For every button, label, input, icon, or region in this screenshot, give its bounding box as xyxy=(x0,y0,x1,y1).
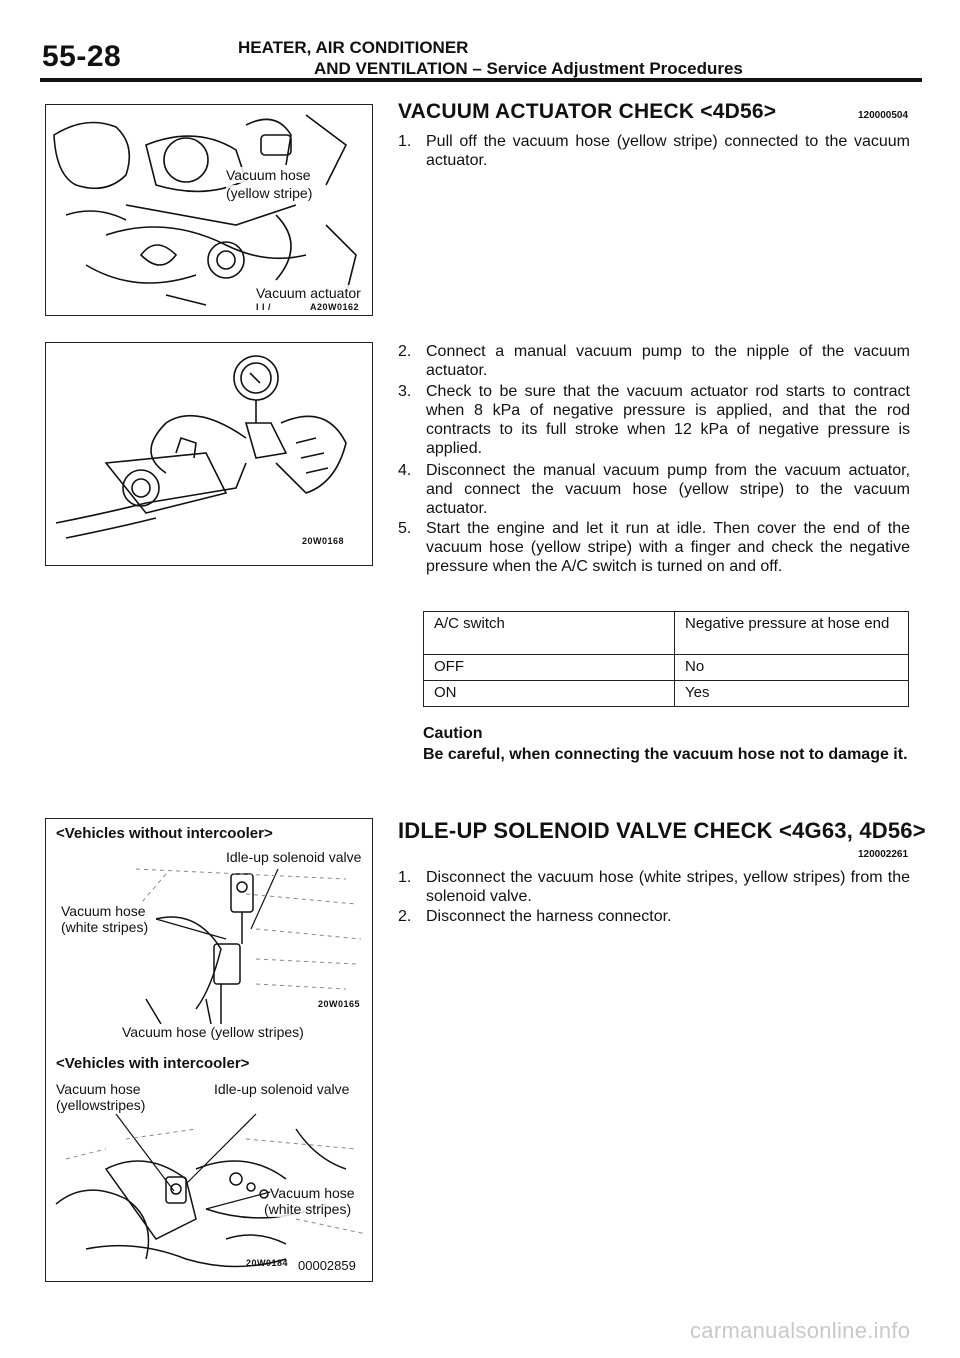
label-idle-up-solenoid: Idle-up solenoid valve xyxy=(226,849,362,865)
step-number: 4. xyxy=(398,462,412,479)
step-1 xyxy=(398,868,910,908)
step-number: 5. xyxy=(398,520,412,537)
table-header-cell: A/C switch xyxy=(424,612,675,655)
step-5 xyxy=(398,519,910,599)
pressure-table xyxy=(423,611,909,707)
watermark: carmanualsonline.info xyxy=(690,1318,911,1343)
page-number: 55-28 xyxy=(42,40,122,73)
step-text: Disconnect the manual vacuum pump from the vacuum actuator, and connect the vacuum hose (yellow stripe) to the vacuum actuator. xyxy=(426,462,910,517)
document-number: 00002859 xyxy=(298,1258,356,1273)
section-code: 120000504 xyxy=(858,110,909,121)
figure-code-prefix: I I / xyxy=(256,302,272,312)
table-row xyxy=(424,681,909,707)
step-number: 3. xyxy=(398,383,412,400)
step-text: Connect a manual vacuum pump to the nipple of the vacuum actuator. xyxy=(426,343,910,379)
figure-vacuum-actuator xyxy=(45,104,373,316)
step-text: Pull off the vacuum hose (yellow stripe) connected to the vacuum actuator. xyxy=(426,133,910,169)
section-title-vacuum-actuator: VACUUM ACTUATOR CHECK <4D56> xyxy=(398,100,777,123)
label-white-stripes: (white stripes) xyxy=(61,919,149,935)
label-white-stripes: (white stripes) xyxy=(264,1201,352,1217)
figure-vacuum-pump xyxy=(45,342,373,566)
step-text: Disconnect the vacuum hose (white stripes, yellow stripes) from the solenoid valve. xyxy=(426,869,910,905)
label-vacuum-actuator: Vacuum actuator xyxy=(256,285,361,301)
table-cell: Yes xyxy=(675,681,909,707)
header-rule xyxy=(40,78,922,82)
table-header-cell: Negative pressure at hose end xyxy=(675,612,909,655)
step-text: Start the engine and let it run at idle. Then cover the end of the vacuum hose (yellow stripe) with a finger and check the negative pressure when the A/C switch is turned on and off. xyxy=(426,520,910,575)
section-code: 120002261 xyxy=(858,849,909,860)
caution-text: Be careful, when connecting the vacuum hose not to damage it. xyxy=(423,746,908,763)
label-vacuum-hose: Vacuum hose xyxy=(270,1185,355,1201)
header-title-line1: HEATER, AIR CONDITIONER xyxy=(238,38,469,57)
table-cell: No xyxy=(675,655,909,681)
label-yellow-stripe: (yellow stripe) xyxy=(226,185,313,201)
subhead-with-intercooler: <Vehicles with intercooler> xyxy=(56,1055,250,1072)
label-vacuum-hose-yellow: Vacuum hose (yellow stripes) xyxy=(122,1024,304,1040)
table-row xyxy=(424,655,909,681)
section-title-idle-up-solenoid: IDLE-UP SOLENOID VALVE CHECK <4G63, 4D56> xyxy=(398,818,926,843)
step-2 xyxy=(398,907,910,929)
vacuum-actuator-illustration xyxy=(46,105,372,315)
table-header-row xyxy=(424,612,909,655)
figure-code: 20W0165 xyxy=(318,999,361,1009)
figure-code: 20W0168 xyxy=(302,536,345,546)
label-vacuum-hose: Vacuum hose xyxy=(56,1081,141,1097)
header-title-line2: AND VENTILATION – Service Adjustment Procedures xyxy=(314,59,743,78)
table-cell: OFF xyxy=(424,655,675,681)
figure-code: 20W0184 xyxy=(246,1258,289,1268)
step-4 xyxy=(398,461,910,521)
step-number: 2. xyxy=(398,908,412,925)
vacuum-pump-illustration xyxy=(46,343,372,565)
figure-idle-up-solenoid xyxy=(45,818,373,1282)
label-yellow-stripes: (yellowstripes) xyxy=(56,1097,146,1113)
step-number: 1. xyxy=(398,133,412,150)
label-vacuum-hose: Vacuum hose xyxy=(61,903,146,919)
table-cell: ON xyxy=(424,681,675,707)
label-vacuum-hose: Vacuum hose xyxy=(226,167,311,183)
step-text: Disconnect the harness connector. xyxy=(426,908,672,925)
caution-title: Caution xyxy=(423,725,483,742)
step-number: 1. xyxy=(398,869,412,886)
figure-code: A20W0162 xyxy=(310,302,360,312)
step-number: 2. xyxy=(398,343,412,360)
step-3 xyxy=(398,382,910,462)
step-1 xyxy=(398,132,910,172)
subhead-without-intercooler: <Vehicles without intercooler> xyxy=(56,825,273,842)
step-2 xyxy=(398,342,910,382)
step-text: Check to be sure that the vacuum actuator rod starts to contract when 8 kPa of negative pressure is applied, and that the rod contracts to its full stroke when 12 kPa of negative pressure is applied. xyxy=(426,383,910,457)
label-idle-up-solenoid: Idle-up solenoid valve xyxy=(214,1081,350,1097)
